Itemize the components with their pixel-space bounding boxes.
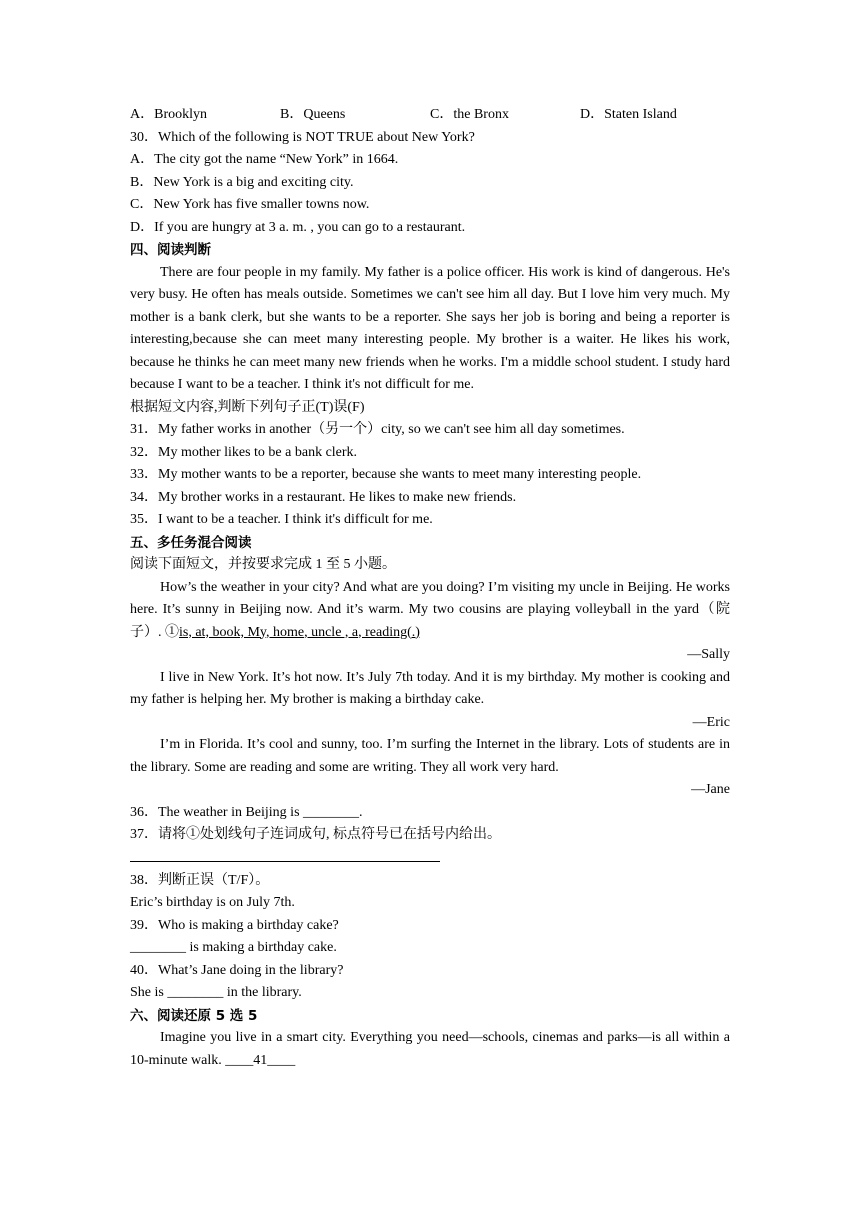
q39-answer: ________ is making a birthday cake. [130,940,337,955]
blank-41: ____41____ [225,1052,296,1068]
q35: 35．I want to be a teacher. I think it's difficult for me. [130,512,433,527]
q29-option-c: C．the Bronx [430,107,509,122]
q32: 32．My mother likes to be a bank clerk. [130,444,358,460]
section4-passage [130,262,730,397]
eric-passage [130,667,730,712]
jane-passage [130,734,730,779]
sally-passage [130,577,730,645]
q30-option-b: B．New York is a big and exciting city. [130,174,354,190]
sally-passage-text [130,577,730,645]
sally-text: How’s the weather in your city? And what are you doing? I’m visiting my uncle in Beijing. He works here. It’s sunny in Beijing now. And it’s warm. My two cousins are playing volleyball in the yard（院子）. ① [130,579,730,640]
q38: 38．判断正误（T/F）。 [130,872,270,888]
q30-option-c: C．New York has five smaller towns now. [130,197,370,212]
q34: 34．My brother works in a restaurant. He likes to make new friends. [130,489,517,505]
q30-option-d: D．If you are hungry at 3 a. m. , you can go to a restaurant. [130,219,466,235]
section4-passage-text: There are four people in my family. My father is a police officer. His work is kind of dangerous. He's very busy. He often has meals outside. Sometimes we can't see him all day. But I love him very much. My mother is a bank clerk, but she wants to be a reporter. She says her job is boring and being a reporter is interesting,because she can meet many interesting people. My brother is a waiter. He likes his work, because he thinks he can meet many new friends when he works. I'm a middle school student. I study hard because I want to be a teacher. I think it's not difficult for me. [130,264,730,392]
q40: 40．What’s Jane doing in the library? [130,962,344,978]
worksheet-content [130,104,730,1072]
q29-option-b: B．Queens [280,107,346,122]
section5-instruction: 阅读下面短文，并按要求完成 1 至 5 小题。 [130,557,396,572]
jane-signature: —Jane [691,782,730,797]
sally-signature: —Sally [687,647,730,662]
section5-heading: 五、多任务混合阅读 [130,534,252,551]
section6-heading: 六、阅读还原 5 选 5 [130,1007,258,1024]
q37-answer-line [130,847,440,862]
q40-answer: She is ________ in the library. [130,985,302,1000]
section6-text: Imagine you live in a smart city. Everything you need—schools, cinemas and parks—is all within a 10-minute walk. [130,1030,730,1068]
section4-heading: 四、阅读判断 [130,242,211,258]
section6-passage-text [130,1027,730,1072]
section4-instruction: 根据短文内容,判断下列句子正(T)误(F) [130,399,365,415]
sally-underlined-sentence: is, at, book, My, home, uncle , a, reading(.) [179,624,420,640]
q30-option-a: A．The city got the name “New York” in 1664. [130,152,399,167]
q36: 36．The weather in Beijing is ________. [130,804,363,820]
q39: 39．Who is making a birthday cake? [130,917,339,933]
q29-options [130,104,730,127]
q30-stem: 30．Which of the following is NOT TRUE about New York? [130,129,475,145]
q29-option-a: A．Brooklyn [130,107,207,122]
jane-passage-text: I’m in Florida. It’s cool and sunny, too. I’m surfing the Internet in the library. Lots of students are in the library. Some are reading and some are writing. They all work very hard. [130,737,730,775]
q38-statement: Eric’s birthday is on July 7th. [130,895,295,910]
eric-passage-text: I live in New York. It’s hot now. It’s July 7th today. And it is my birthday. My mother is cooking and my father is helping her. My brother is making a birthday cake. [130,669,730,707]
q31: 31．My father works in another（另一个）city, so we can't see him all day sometimes. [130,422,625,437]
q37: 37．请将①处划线句子连词成句, 标点符号已在括号内给出。 [130,827,501,842]
section6-passage [130,1027,730,1072]
eric-signature: —Eric [692,714,730,730]
q33: 33．My mother wants to be a reporter, because she wants to meet many interesting people. [130,467,642,482]
q29-option-d: D．Staten Island [580,107,677,122]
